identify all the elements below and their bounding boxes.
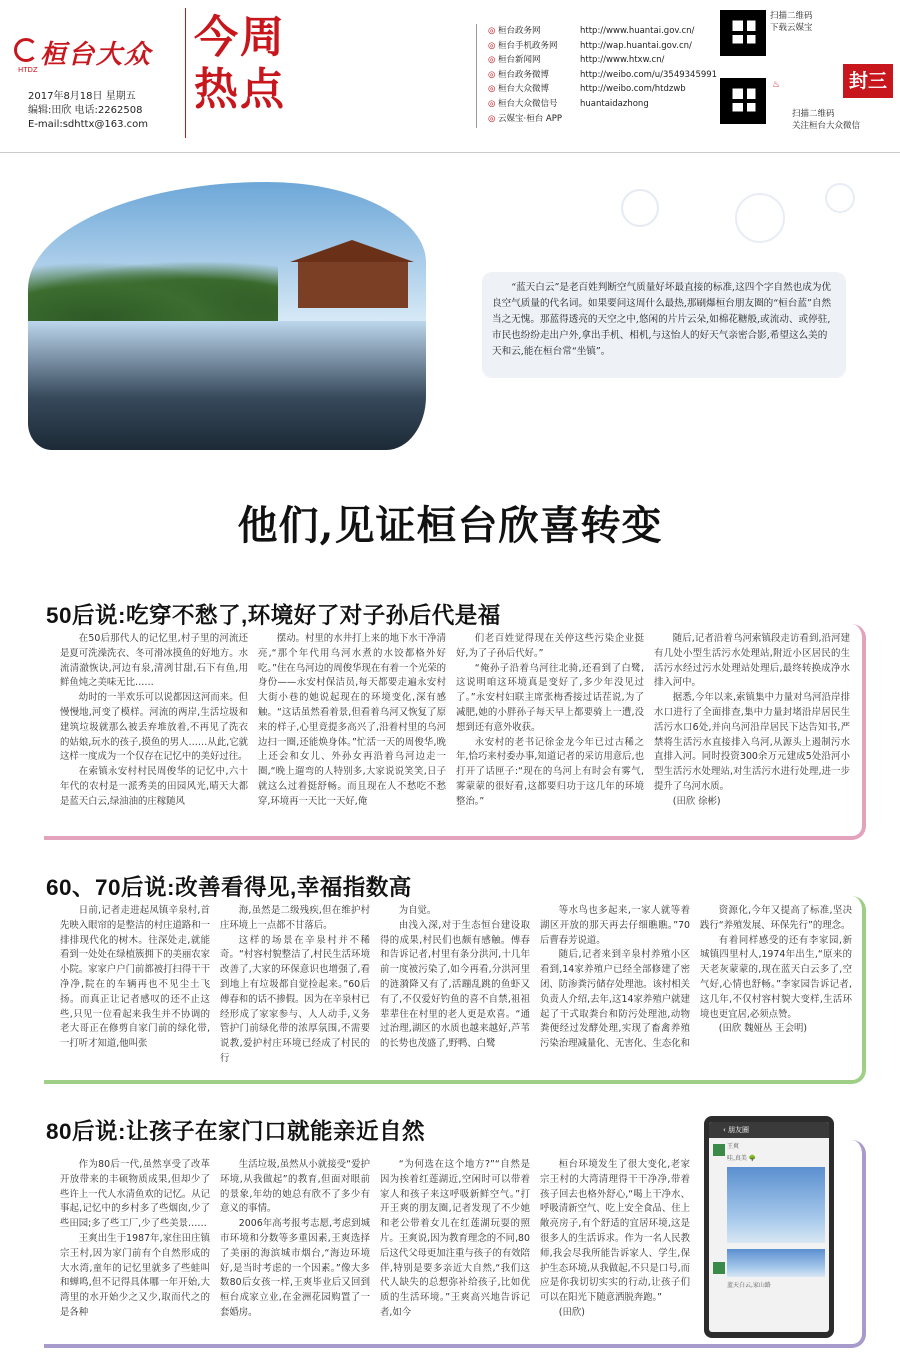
section-1-col [456,632,644,828]
paragraph: 资源化,今年又提高了标准,坚决践行“养殖发展、环保先行”的理念。 [700,905,852,931]
paragraph: 摆动。村里的水井打上来的地下水干净清亮,“那个年代用乌河水煮的水饺都格外好吃。”住在乌河边的周俊华现在有着一个光荣的身份——永安村保洁员,每天都要走遍永安村大街小巷的她说起现在的环境变化,深有感触。“这话虽然看着景,但看着乌河又恢复了原来的样子,心里竟提多高兴了,沿着村里的乌河边扫一圈,还能焕身体。”忙活一天的周俊华,晚上还会和女儿、外孙女再沿着乌河边走一圈,“晚上遛弯的人特别多,大家说说笑笑,日子就这么过着挺舒畅。而且现在人不愁吃不愁穿,环境再一天比一天好,俺 [258,633,446,807]
section-1-body [60,632,852,828]
back-icon: ‹ [723,1126,729,1134]
section-2-col [60,904,210,1074]
page-headline: 他们,见证桓台欣喜转变 [237,502,663,549]
paragraph: 幼时的一半欢乐可以说都因这河而来。但慢慢地,河变了模样。河流的两岸,生活垃圾和建筑垃圾就那么被丢弃堆放着,不再见了洗衣的姑娘,玩水的孩子,摸鱼的男人……从此,它就这样一度成为一个仅存在记忆中的美好过往。 [60,692,248,763]
link-row[interactable]: ◎ 桓台新闻网 http://www.htxw.cn/ [488,53,717,68]
phone-screen [709,1122,829,1332]
section-1-col [60,632,248,828]
bullet-icon: ◎ [488,55,496,66]
link-row[interactable]: ◎ 云媒宝·桓台 APP [488,112,717,127]
logo-icon [14,38,38,62]
email-line: E-mail:sdhttx@163.com [28,119,148,130]
paragraph: 有着同样感受的还有李家园,新城镇四里村人,1974年出生,“原来的天老灰蒙蒙的,现在蓝天白云多了,空气好,心情也舒畅。”李家园告诉记者,这几年,不仅村容村貌大变样,生活环境也更宜居,必须点赞。 [700,934,852,1020]
divider [0,152,900,153]
paragraph: 们老百姓觉得现在关停这些污染企业挺好,为了子孙后代好。” [456,633,644,659]
qr2-caption [792,108,860,132]
paragraph: 为自觉。 [398,905,437,916]
logo-text: 桓台大众 [40,40,153,70]
section-1-col [654,632,850,828]
paragraph: 王爽出生于1987年,家住田庄镇宗王村,因为家门前有个自然形成的大水湾,童年的记忆里就多了些蛙叫和蝉鸣,但不记得具体哪一年开始,大湾里的水开始少之又少,取而代之的是各种 [60,1232,210,1318]
bullet-icon: ◎ [488,69,496,80]
section-2-col [220,904,370,1074]
paragraph: 2006年高考报考志愿,考虑到城市环境和分数等多重因素,王爽选择了美丽的海滨城市烟台,“海边环境好,是当时考虑的一个因素。”像大多数80后女孩一样,王爽毕业后又回到桓台成家立业,在金洲花园购置了一套婚房。 [220,1218,370,1318]
paragraph: 随后,记者来到辛泉村养殖小区看到,14家养殖户已经全部修建了密闭、防渗粪污储存处理池。该村相关负责人介绍,去年,这14家养殖户就建起了干式取粪台和防污处理池,动物粪便经过发酵处理,实现了畜禽养殖污染治理减量化、无害化、生态化和 [540,949,690,1050]
issue-info [28,90,148,132]
divider [185,8,186,138]
seal-icon: ♨ [772,80,781,90]
bullet-icon: ◎ [488,113,496,124]
bullet-icon: ◎ [488,26,496,36]
qr2-line2: 关注桓台大众微信 [792,121,861,131]
paragraph: 永安村的老书记徐金龙今年已过古稀之年,恰巧来村委办事,知道记者的采访用意后,也打开了话匣子:“现在的乌河上有时会有雾气,雾蒙蒙的很好看,这都要归功于这几年的环境整治。” [456,736,644,807]
paragraph: 由浅入深,对于生态恒台建设取得的成果,村民们也颇有感触。傅春和告诉记者,村里有条分洪河,十几年前一度被污染了,如今再看,分洪河里的涟漪降又有了,活蹦乱跳的鱼虾又有了,不仅爱好钓鱼的喜不自禁,祖祖辈辈住在村里的老人更是欢喜。“通过治理,湖区的水质也越来越好,芦苇的长势也茂盛了,野鸭、白鹭 [380,919,530,1050]
section-2-body [60,904,852,1074]
paragraph: 桓台环境发生了很大变化,老家宗王村的大湾清理得干干净净,带着孩子回去也格外舒心,“喝上干净水、呼吸清新空气、吃上安全食品、住上敞亮房子,有个舒适的宜居环境,这是很多人的生活诉求。作为一名人民教师,我会尽我所能告诉家人、学生,保护生态环境,从我做起,不只是口号,而应是你我切切实实的行动,让孩子们可以在阳光下随意洒脱奔跑。” [540,1159,690,1304]
section-2-title: 60、70后说:改善看得见,幸福指数高 [46,875,412,900]
paragraph: 这样的场景在辛泉村并不稀奇。“村容村貌整洁了,村民生活环境改善了,大家的环保意识也增强了,看到地上有垃圾都自觉捡起来。”60后傅春和的话不掺假。因为在辛泉村已经形成了家家参与、人人动手,义务管护门前绿化带的浓厚氛围,不需要说教,爱护村庄环境已经成了村民的行 [220,934,370,1064]
qr1-line1: 扫描二维码 [770,11,813,21]
paragraph: 等水鸟也多起来,一家人就等着湖区开放的那天再去仔细瞧瞧。”70后曹春芳说道。 [540,905,690,946]
section-1-col [258,632,446,828]
link-list [488,24,717,126]
section-2-col [700,904,852,1074]
paragraph: 随后,记者沿着乌河索镇段走访看到,沿河建有几处小型生活污水处理站,附近小区居民的生活污水经过污水处理站处理后,最终转换成净水排入河中。 [654,633,850,689]
intro-quote: “蓝天白云”是老百姓判断空气质量好坏最直接的标准,这四个字自然也成为优良空气质量的代名词。如果要问这周什么最热,那刷爆桓台朋友圈的“桓台蓝”自然当之无愧。那蓝得透亮的天空之中,悠闲的片片云朵,如棉花糖般,或流动、或停驻,市民也纷纷走出户外,拿出手机、相机,与这怡人的好天气亲密合影,希望这么美的天和云,能在桓台常“坐镇”。 [482,272,846,378]
avatar [713,1144,725,1156]
qr1-caption [770,10,813,34]
paragraph: 在索镇永安村村民周俊华的记忆中,六十年代的农村是一派秀美的田园风光,晴天大都是蓝天白云,绿油油的庄稼随风 [60,766,248,807]
post-user: 王爽 [727,1143,740,1150]
link-row[interactable]: ◎ 桓台大众微博 http://weibo.com/htdzwb [488,82,717,97]
section-3-col [60,1158,210,1342]
phone-screenshot [704,1116,834,1338]
paragraph: 作为80后一代,虽然享受了改革开放带来的丰硕物质成果,但却少了些许上一代人水清鱼欢的记忆。从记事起,记忆中的乡村多了些烟囱,少了些田园;多了些工厂,少了些美景…… [60,1159,210,1230]
qr-code-icon[interactable] [720,10,766,56]
paragraph: (田欣 徐彬) [672,795,721,807]
section-3-col [380,1158,530,1342]
section-3-title: 80后说:让孩子在家门口就能亲近自然 [46,1119,426,1144]
bullet-icon: ◎ [488,98,496,109]
section-3-col [220,1158,370,1342]
post-caption: 蓝天白云,家山路 [727,1282,771,1289]
bullet-icon: ◎ [488,84,496,95]
paragraph: 生活垃圾,虽然从小就接受“爱护环境,从我做起”的教育,但面对眼前的景象,年幼的她总有欣不了多少有意义的事情。 [220,1159,370,1215]
phone-title-bar [709,1122,829,1138]
hero-photo [28,182,426,450]
pavilion [298,260,408,308]
link-row[interactable]: ◎ 桓台大众微信号 huantaidazhong [488,97,717,112]
decorative-flowers [600,168,880,268]
page-label: 封三 [843,64,893,98]
section-3-col [540,1158,690,1342]
section-2-col [380,904,530,1074]
paragraph: “俺孙子沿着乌河往北骑,还看到了白鹭,这说明咱这环境真是变好了,多少年没见过了。”永安村妇联主席张梅香接过话茬说,为了减肥,她的小胖孙子每天早上都要骑上一遭,没想到还有意外收获。 [456,662,644,733]
qr-code-icon[interactable] [720,78,766,124]
qr2-line1: 扫描二维码 [792,109,835,119]
lake [28,321,426,450]
section-3-body [60,1158,696,1342]
paragraph: (田欣) [558,1306,585,1318]
logo-sub: HTDZ [18,66,38,74]
post-photo [727,1167,825,1243]
post-photo [727,1249,825,1277]
paragraph: (田欣 魏娅丛 王会明) [718,1023,808,1035]
phone-title: 朋友圈 [728,1126,750,1134]
qr1-line2: 下载云媒宝 [770,23,813,33]
paragraph: 在50后那代人的记忆里,村子里的河流还是夏可洗澡洗衣、冬可滑冰摸鱼的好地方。水流清澈恢诀,河边有泉,清冽甘甜,石下有鱼,用鲜鱼炖之美味无比…… [60,633,248,689]
divider [476,24,477,128]
section-1-title: 50后说:吃穿不愁了,环境好了对子孙后代是福 [46,603,501,628]
post-text: 哇,真美 🌳 [727,1155,757,1162]
section-2-col [540,904,690,1074]
paragraph: 据悉,今年以来,索镇集中力量对乌河沿岸排水口进行了全面排查,集中力量封堵沿岸居民生活污水口6处,并向乌河沿岸居民下达告知书,严禁将生活污水直接排入乌河,从源头上遏制污水直排入河。同时投资300余万元建成5处沿河小型生活污水处理站,对生活污水进行处理,进一步提升了乌河水质。 [654,692,850,792]
link-row[interactable]: ◎ 桓台政务微博 http://weibo.com/u/3549345991 [488,68,717,83]
editor-line: 编辑:田欣 电话:2262508 [28,105,143,116]
paragraph: “为何选在这个地方?”“自然是因为挨着红莲湖近,空闲时可以带着家人和孩子来这呼吸新鲜空气。”打开王爽的朋友圈,记者发现了不少她和老公带着女儿在红莲湖玩耍的照片。王爽说,因为教育理念的不同,80后这代父母更加注重与孩子的有效陪伴,特别是要多亲近大自然,“我们这代人缺失的总想弥补给孩子,比如优质的生活环境。”王爽高兴地告诉记者,如今 [380,1159,530,1318]
section-title-line1: 今周 [194,12,286,63]
section-title [194,12,314,116]
paragraph: 海,虽然是二级残疾,但在维护村庄环境上一点都不甘落后。 [220,905,370,931]
section-title-line2: 热点 [194,64,286,115]
paragraph: 日前,记者走进起凤镇辛泉村,首先映入眼帘的是整洁的村庄道路和一排排现代化的树木。往深处走,就能看到一处处在绿植簇拥下的美丽农家小院。家家户户门前都被打扫得干干净净,院在的车辆再也不见尘土飞扬。而真正让记者感叹的还不止这些,只见一位看起来我生并不协调的老大哥正在修剪自家门前的绿化带,一打听才知道,他叫张 [60,905,210,1050]
bullet-icon: ◎ [488,40,496,51]
avatar [713,1262,725,1274]
link-row[interactable]: ◎ 桓台政务网 http://www.huantai.gov.cn/ [488,24,717,39]
date-line: 2017年8月18日 星期五 [28,91,136,102]
link-row[interactable]: ◎ 桓台手机政务网 http://wap.huantai.gov.cn/ [488,39,717,54]
